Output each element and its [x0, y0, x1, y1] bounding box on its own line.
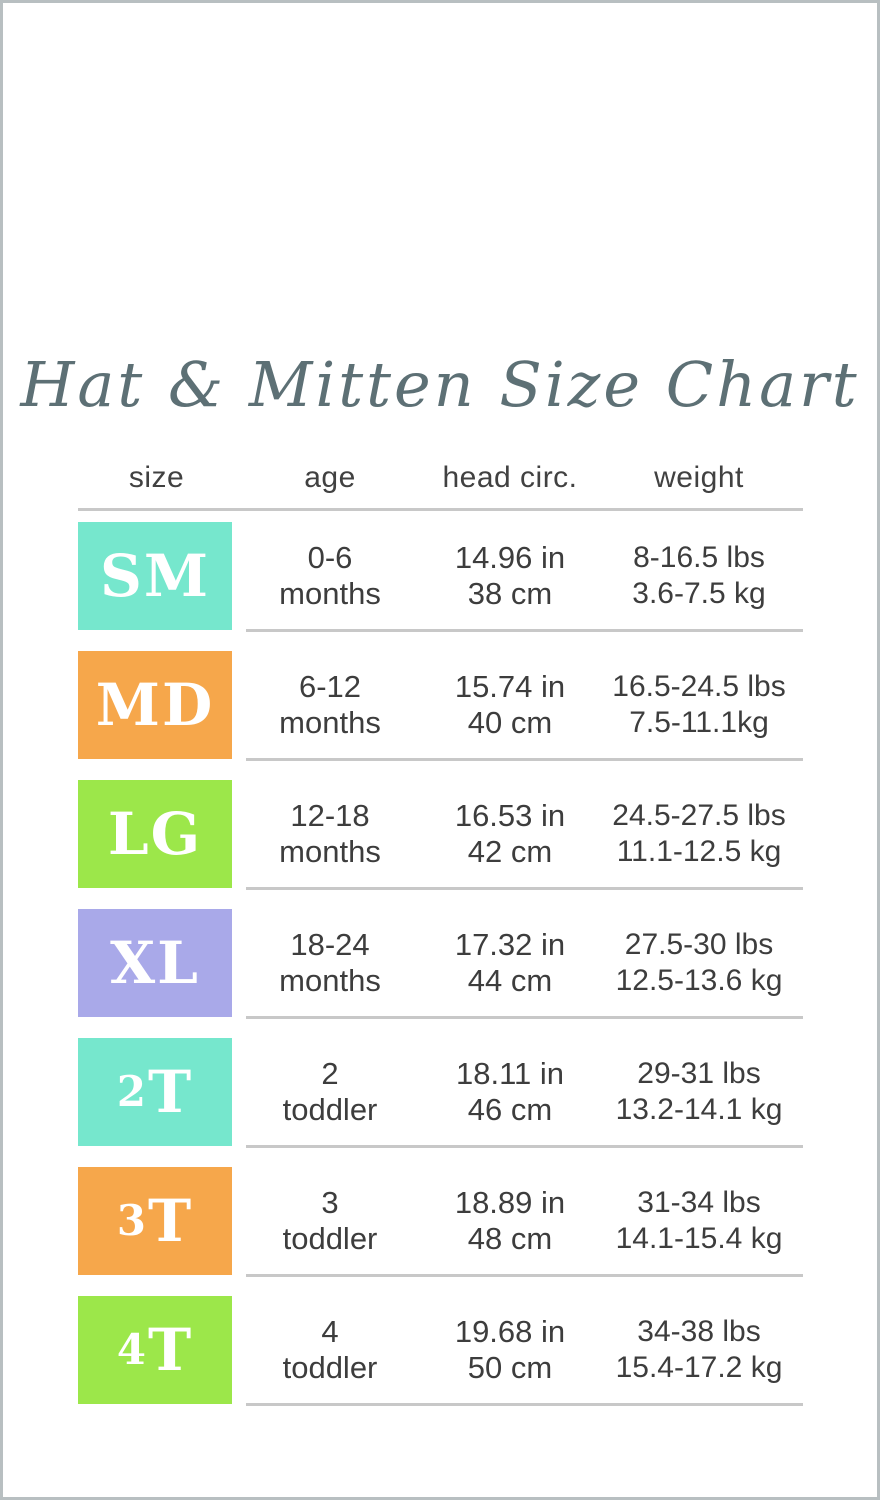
- table-row: [78, 1027, 803, 1156]
- age-range: 6-12: [298, 668, 362, 704]
- row-divider: [246, 1145, 803, 1148]
- age-unit: months: [279, 833, 381, 869]
- weight-lbs: 24.5-27.5 lbs: [612, 798, 786, 832]
- size-cell: [78, 511, 235, 640]
- table-row: [78, 640, 803, 769]
- head-circ-cm: 48 cm: [467, 1220, 553, 1256]
- weight-kg: 11.1-12.5 kg: [616, 834, 782, 868]
- size-badge: 4 T: [78, 1296, 232, 1404]
- weight-lbs: 34-38 lbs: [637, 1314, 761, 1348]
- head-circ-inches: 15.74 in: [454, 668, 566, 704]
- age-unit: months: [279, 575, 381, 611]
- head-circ-cell: [425, 1056, 595, 1128]
- head-circ-cm: 42 cm: [467, 833, 553, 869]
- head-circ-cell: [425, 927, 595, 999]
- age-unit: months: [279, 704, 381, 740]
- weight-cell: [595, 1056, 803, 1128]
- head-circ-cm: 50 cm: [467, 1349, 553, 1385]
- head-circ-inches: 14.96 in: [454, 539, 566, 575]
- age-cell: [235, 798, 425, 870]
- row-divider: [246, 1403, 803, 1406]
- row-divider: [246, 1016, 803, 1019]
- age-unit: toddler: [282, 1091, 378, 1127]
- weight-cell: [595, 540, 803, 612]
- table-row: [78, 1285, 803, 1414]
- weight-lbs: 8-16.5 lbs: [633, 540, 765, 574]
- age-range: 18-24: [290, 926, 370, 962]
- head-circ-cm: 38 cm: [467, 575, 553, 611]
- page-title: Hat & Mitten Size Chart: [20, 348, 860, 421]
- age-range: 0-6: [307, 539, 353, 575]
- head-circ-cell: [425, 540, 595, 612]
- size-cell: [78, 1027, 235, 1156]
- weight-kg: 14.1-15.4 kg: [615, 1221, 783, 1255]
- head-circ-inches: 16.53 in: [454, 797, 566, 833]
- head-circ-cm: 46 cm: [467, 1091, 553, 1127]
- age-range: 2: [321, 1055, 339, 1091]
- weight-kg: 12.5-13.6 kg: [615, 963, 783, 997]
- age-unit: toddler: [282, 1220, 378, 1256]
- head-circ-inches: 18.89 in: [454, 1184, 566, 1220]
- column-header-weight: weight: [654, 461, 744, 495]
- age-cell: [235, 927, 425, 999]
- column-header-size: size: [128, 461, 185, 495]
- weight-kg: 15.4-17.2 kg: [615, 1350, 783, 1384]
- table-row: [78, 1156, 803, 1285]
- weight-lbs: 16.5-24.5 lbs: [612, 669, 786, 703]
- weight-kg: 3.6-7.5 kg: [632, 576, 766, 610]
- age-range: 4: [321, 1313, 339, 1349]
- table-row: [78, 769, 803, 898]
- row-divider: [246, 758, 803, 761]
- age-cell: [235, 1056, 425, 1128]
- weight-cell: [595, 669, 803, 741]
- size-badge: 3 T: [78, 1167, 232, 1275]
- age-cell: [235, 1185, 425, 1257]
- table-header-row: [78, 461, 803, 511]
- age-cell: [235, 669, 425, 741]
- size-badge: XL: [78, 909, 232, 1017]
- age-unit: months: [279, 962, 381, 998]
- head-circ-inches: 17.32 in: [454, 926, 566, 962]
- row-divider: [246, 629, 803, 632]
- weight-kg: 13.2-14.1 kg: [615, 1092, 783, 1126]
- size-badge: LG: [78, 780, 232, 888]
- weight-lbs: 29-31 lbs: [637, 1056, 761, 1090]
- head-circ-cell: [425, 669, 595, 741]
- row-divider: [246, 1274, 803, 1277]
- age-cell: [235, 540, 425, 612]
- weight-cell: [595, 927, 803, 999]
- weight-lbs: 27.5-30 lbs: [624, 927, 774, 961]
- weight-lbs: 31-34 lbs: [637, 1185, 761, 1219]
- size-badge: SM: [78, 522, 232, 630]
- size-badge: 2 T: [78, 1038, 232, 1146]
- weight-cell: [595, 798, 803, 870]
- size-cell: [78, 898, 235, 1027]
- column-header-age: age: [304, 461, 356, 495]
- table-row: [78, 511, 803, 640]
- size-cell: [78, 1156, 235, 1285]
- head-circ-cell: [425, 1185, 595, 1257]
- head-circ-cm: 40 cm: [467, 704, 553, 740]
- table-body: [78, 511, 803, 1414]
- head-circ-inches: 19.68 in: [454, 1313, 566, 1349]
- head-circ-cell: [425, 798, 595, 870]
- age-range: 12-18: [290, 797, 370, 833]
- head-circ-inches: 18.11 in: [455, 1055, 564, 1091]
- size-table: [78, 461, 803, 1414]
- size-badge: MD: [78, 651, 232, 759]
- row-divider: [246, 887, 803, 890]
- weight-cell: [595, 1314, 803, 1386]
- head-circ-cell: [425, 1314, 595, 1386]
- size-cell: [78, 769, 235, 898]
- weight-kg: 7.5-11.1kg: [629, 705, 769, 739]
- head-circ-cm: 44 cm: [467, 962, 553, 998]
- age-unit: toddler: [282, 1349, 378, 1385]
- table-row: [78, 898, 803, 1027]
- weight-cell: [595, 1185, 803, 1257]
- size-cell: [78, 1285, 235, 1414]
- age-range: 3: [321, 1184, 339, 1220]
- age-cell: [235, 1314, 425, 1386]
- size-cell: [78, 640, 235, 769]
- column-header-head-circ: head circ.: [442, 461, 578, 495]
